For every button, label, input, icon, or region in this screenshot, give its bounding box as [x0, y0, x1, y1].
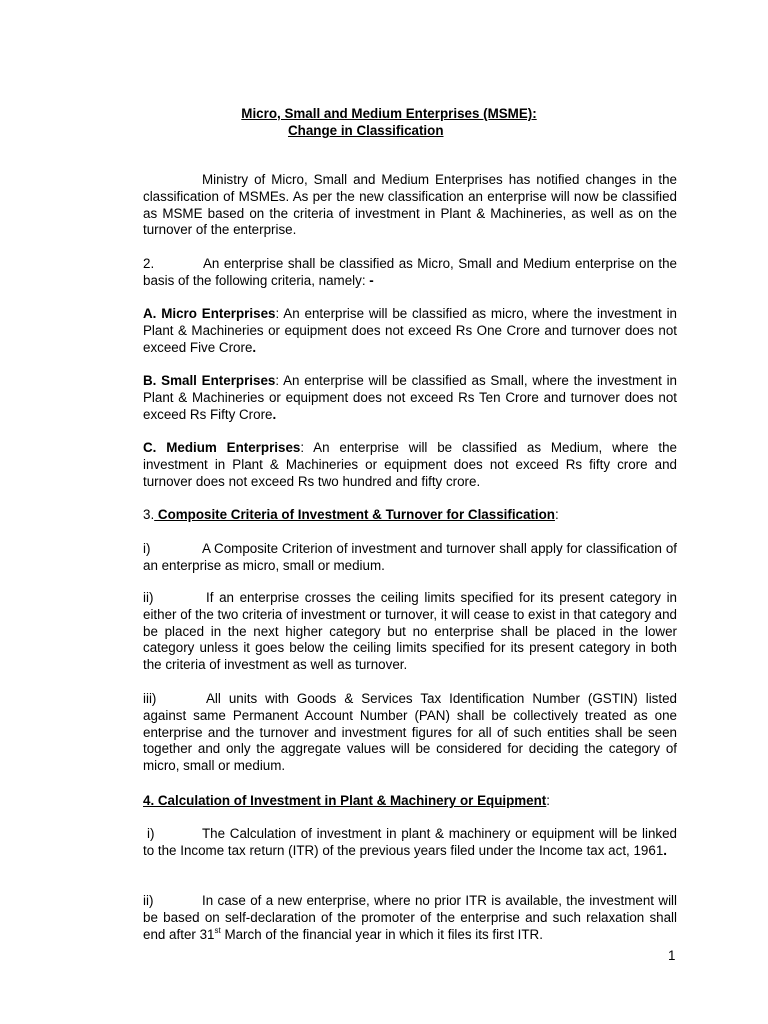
section-3-heading: [143, 507, 677, 524]
section-3-item-3: [143, 691, 677, 775]
item-text-after: March of the financial year in which it files its first ITR.: [220, 926, 543, 942]
section-3-item-2: [143, 590, 677, 674]
small-text: : An enterprise will be classified as Small, where the investment in Plant & Machineries or equipment does not exceed Rs Ten Crore and turnover does not exceed Rs Fifty Crore: [143, 373, 677, 422]
micro-label: . Micro Enterprises: [152, 306, 276, 321]
micro-text: : An enterprise will be classified as micro, where the investment in Plant & Machineries or equipment does not exceed Rs One Crore and turnover does not exceed Five Crore: [143, 306, 677, 355]
item-number: ii): [143, 893, 154, 908]
section-2-number: 2.: [143, 256, 155, 271]
section-3-colon: :: [554, 507, 559, 522]
section-4-item-1: [143, 826, 677, 860]
item-text: The Calculation of investment in plant & machinery or equipment will be linked to the Income tax return (ITR) of the previous years filed under the Income tax act, 1961: [143, 826, 677, 858]
item-number: i): [143, 541, 151, 556]
item-number: iii): [143, 691, 157, 706]
item-end: .: [663, 842, 668, 858]
section-2-text: An enterprise shall be classified as Micro, Small and Medium enterprise on the basis of the following criteria, namely:: [143, 256, 677, 288]
micro-letter: A: [143, 306, 153, 321]
page-number: 1: [668, 948, 676, 963]
item-text: If an enterprise crosses the ceiling limits specified for its present category in either of the two criteria of investment or turnover, it will cease to exist in that category and be placed in the next higher category but no enterprise shall be placed in the lower category unless it goes below the ceiling limits specified for its present category in both the criteria of investment as well as turnover.: [143, 590, 677, 673]
superscript: st: [214, 925, 221, 935]
item-number: i): [147, 826, 155, 841]
section-2-paragraph: [143, 256, 677, 290]
item-number: ii): [143, 590, 154, 605]
small-enterprises-paragraph: [143, 373, 677, 423]
section-4-colon: :: [546, 793, 551, 808]
medium-enterprises-paragraph: [143, 440, 677, 490]
section-3-item-1: [143, 541, 677, 575]
section-3-number: 3.: [143, 507, 155, 522]
document-title: Micro, Small and Medium Enterprises (MSME):: [241, 106, 537, 121]
document-subtitle: Change in Classification: [288, 123, 444, 138]
section-4-title: 4. Calculation of Investment in Plant & Machinery or Equipment: [143, 793, 547, 808]
medium-label: C. Medium Enterprises: [143, 440, 301, 455]
section-2-tail: -: [365, 272, 374, 288]
micro-enterprises-paragraph: [143, 306, 677, 356]
intro-paragraph: Ministry of Micro, Small and Medium Enterprises has notified changes in the classification of MSMEs. As per the new classification an enterprise will now be classified as MSME based on the criteria of investment in Plant & Machineries, as well as on the turnover of the enterprise.: [143, 172, 677, 238]
medium-text: : An enterprise will be classified as Medium, where the investment in Plant & Machineries or equipment does not exceed Rs fifty crore and turnover does not exceed Rs two hundred and fifty crore.: [143, 440, 677, 489]
small-label: B. Small Enterprises: [143, 373, 276, 388]
item-text-before: In case of a new enterprise, where no prior ITR is available, the investment will be based on self-declaration of the promoter of the enterprise and such relaxation shall end after 31: [143, 893, 677, 942]
micro-end: .: [252, 339, 257, 355]
section-3-title: Composite Criteria of Investment & Turnover for Classification: [154, 507, 555, 522]
small-end: .: [272, 406, 277, 422]
section-4-heading: [143, 793, 677, 810]
item-text: All units with Goods & Services Tax Identification Number (GSTIN) listed against same Permanent Account Number (PAN) shall be collectively treated as one enterprise and the turnover and investment figures for all of such entities shall be seen together and only the aggregate values will be considered for deciding the category of micro, small or medium.: [143, 691, 677, 774]
section-4-item-2: [143, 893, 677, 943]
item-text: A Composite Criterion of investment and turnover shall apply for classification of an enterprise as micro, small or medium.: [143, 541, 677, 573]
